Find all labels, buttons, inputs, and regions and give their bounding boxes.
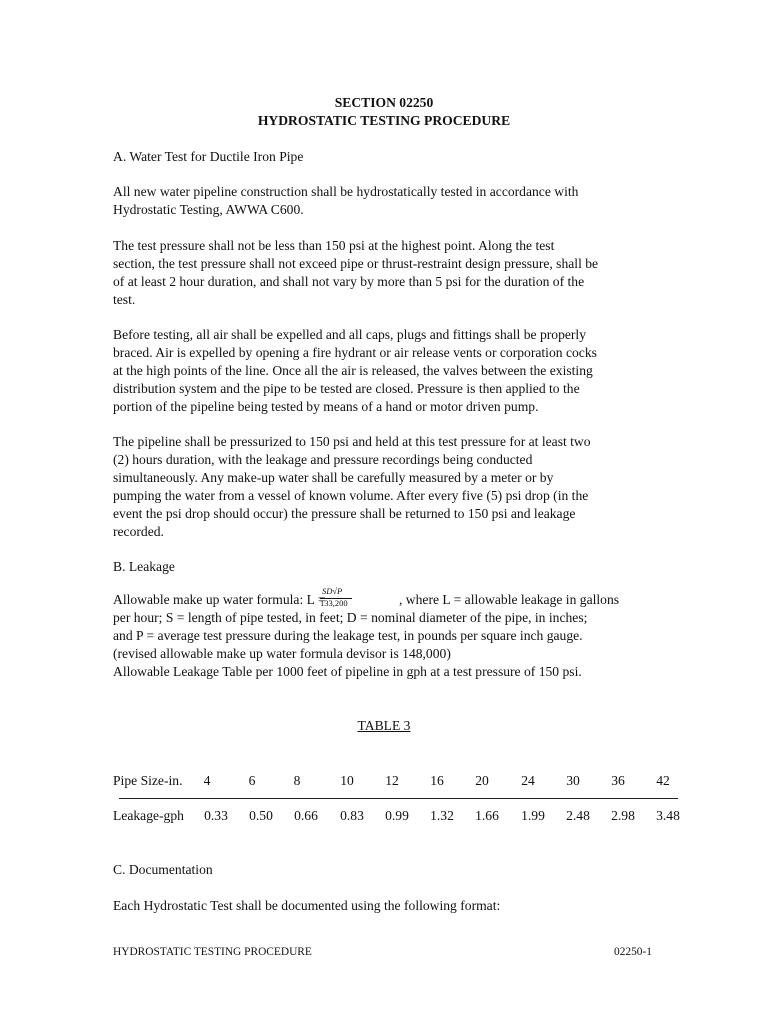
row-label: Pipe Size-in. <box>113 773 183 788</box>
table-cell: 0.66 <box>294 808 318 823</box>
table-cell: 8 <box>293 773 301 788</box>
table-cell: 6 <box>248 773 256 788</box>
text-line: (2) hours duration, with the leakage and pressure recordings being conducted <box>113 452 533 467</box>
text-line: braced. Air is expelled by opening a fire hydrant or air release vents or corporation cocks <box>113 345 597 360</box>
part-c-heading: C. Documentation <box>113 862 213 877</box>
table-cell: 16 <box>430 773 444 788</box>
row-label: Leakage-gph <box>113 808 184 823</box>
text-line: distribution system and the pipe to be tested are closed. Pressure is then applied to the <box>113 381 580 396</box>
text-line: Allowable Leakage Table per 1000 feet of pipeline in gph at a test pressure of 150 psi. <box>113 664 582 679</box>
part-a-paragraph-3 <box>113 326 661 416</box>
text-line: (revised allowable make up water formula devisor is 148,000) <box>113 646 451 661</box>
table-cell: 12 <box>385 773 399 788</box>
table-cell: 42 <box>656 773 670 788</box>
footer-title: HYDROSTATIC TESTING PROCEDURE <box>113 946 312 958</box>
table-cell: 30 <box>566 773 580 788</box>
table-row-leakage <box>113 807 688 825</box>
table-cell: 0.83 <box>340 808 364 823</box>
part-a-paragraph-1 <box>113 183 661 219</box>
table-cell: 0.33 <box>204 808 228 823</box>
footer-page-number: 02250-1 <box>614 946 652 958</box>
part-c-paragraph: Each Hydrostatic Test shall be documented using the following format: <box>113 898 501 913</box>
text-line: and P = average test pressure during the leakage test, in pounds per square inch gauge. <box>113 628 583 643</box>
text-line: at the high points of the line. Once all the air is released, the valves between the existing <box>113 363 593 378</box>
text-line: event the psi drop should occur) the pressure shall be returned to 150 psi and leakage <box>113 506 576 521</box>
text-line: pumping the water from a vessel of known volume. After every five (5) psi drop (in the <box>113 488 589 503</box>
table-cell: 0.99 <box>385 808 409 823</box>
formula-rest: , where L = allowable leakage in gallons <box>399 592 620 607</box>
text-line: simultaneously. Any make-up water shall be carefully measured by a meter or by <box>113 470 554 485</box>
text-line: section, the test pressure shall not exceed pipe or thrust-restraint design pressure, shall be <box>113 256 599 271</box>
section-number: SECTION 02250 <box>334 95 434 110</box>
formula-numerator: SD√P <box>322 586 343 596</box>
text-line: test. <box>113 292 136 307</box>
table-cell: 0.50 <box>249 808 273 823</box>
text-line: of at least 2 hour duration, and shall not vary by more than 5 psi for the duration of the <box>113 274 585 289</box>
table-divider <box>119 798 678 799</box>
table-row-pipe-size <box>113 772 683 790</box>
part-b-heading: B. Leakage <box>113 559 175 574</box>
text-line: per hour; S = length of pipe tested, in feet; D = nominal diameter of the pipe, in inches; <box>113 610 588 625</box>
table-cell: 4 <box>203 773 211 788</box>
table-cell: 20 <box>475 773 489 788</box>
text-line: recorded. <box>113 524 164 539</box>
section-title: HYDROSTATIC TESTING PROCEDURE <box>257 113 511 128</box>
text-line: portion of the pipeline being tested by means of a hand or motor driven pump. <box>113 399 539 414</box>
table-cell: 3.48 <box>656 808 680 823</box>
table-cell: 24 <box>521 773 535 788</box>
text-line: Hydrostatic Testing, AWWA C600. <box>113 202 304 217</box>
table-cell: 1.99 <box>521 808 545 823</box>
text-line: All new water pipeline construction shall be hydrostatically tested in accordance with <box>113 184 579 199</box>
text-line: Before testing, all air shall be expelled and all caps, plugs and fittings shall be properly <box>113 327 587 342</box>
part-a-paragraph-4 <box>113 433 661 541</box>
formula-intro: Allowable make up water formula: L = <box>113 592 326 607</box>
part-a-heading: A. Water Test for Ductile Iron Pipe <box>113 149 304 164</box>
text-line: The test pressure shall not be less than 150 psi at the highest point. Along the test <box>113 238 555 253</box>
table-cell: 10 <box>340 773 354 788</box>
table-title: TABLE 3 <box>357 718 411 733</box>
text-line: The pipeline shall be pressurized to 150 psi and held at this test pressure for at least two <box>113 434 591 449</box>
part-b-paragraph <box>113 609 661 681</box>
formula-denominator: 133,200 <box>320 598 348 608</box>
table-cell: 1.32 <box>430 808 454 823</box>
part-a-paragraph-2 <box>113 237 661 309</box>
table-cell: 1.66 <box>475 808 499 823</box>
table-cell: 36 <box>611 773 625 788</box>
table-cell: 2.98 <box>611 808 635 823</box>
table-cell: 2.48 <box>566 808 590 823</box>
